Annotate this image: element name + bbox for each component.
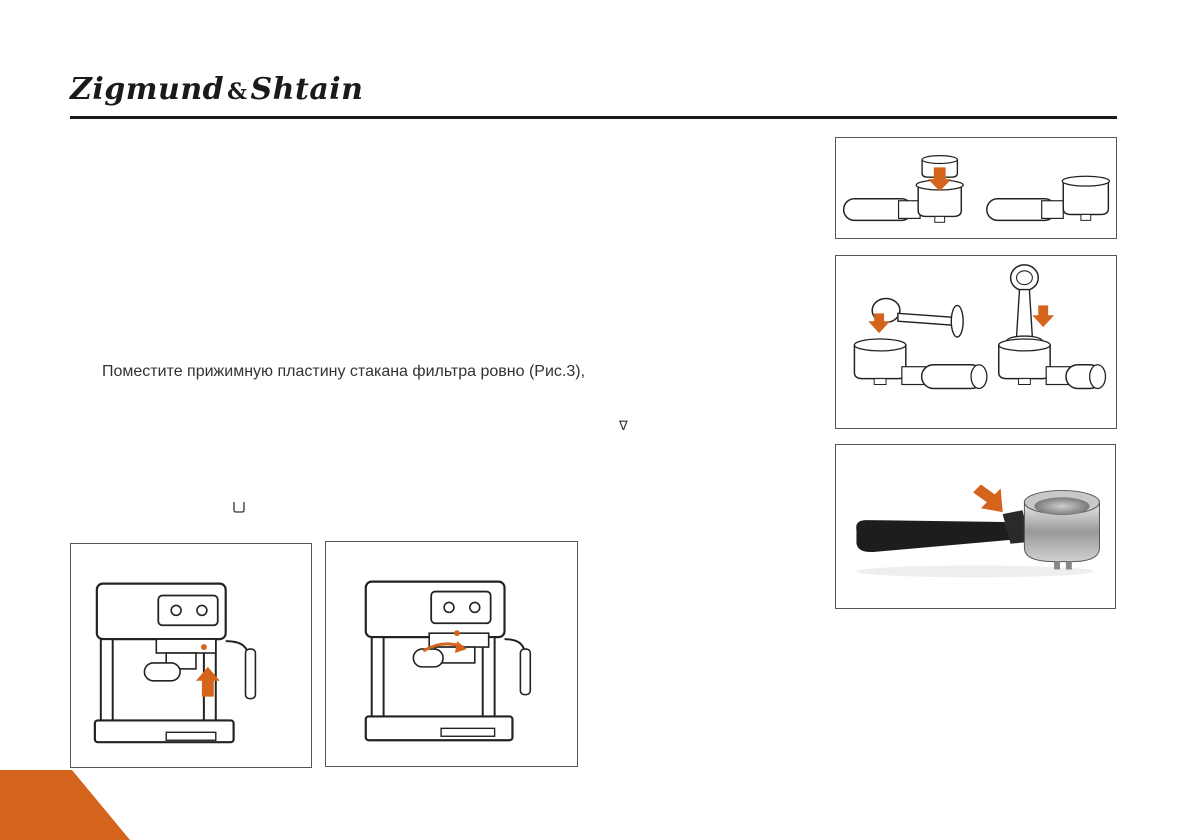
header-rule [70,116,1117,119]
brand-logo [70,72,363,112]
brand-name-part2: Shtain [250,72,364,107]
filter-cup-icon [232,500,246,514]
instruction-text: Поместите прижимную пластину стакана фильтра ровно (Рис.3), [102,363,586,380]
figure-machine-insert [70,543,312,768]
figure-filter-insert [835,137,1117,239]
figure-tamping [835,255,1117,429]
brand-ampersand: & [227,79,248,105]
water-level-symbol: ∇ [619,418,628,433]
brand-name-part1: Zigmund [70,72,225,107]
figure-portafilter-clip [835,444,1116,609]
page-corner-accent [0,770,130,840]
figure-machine-lock [325,541,578,767]
